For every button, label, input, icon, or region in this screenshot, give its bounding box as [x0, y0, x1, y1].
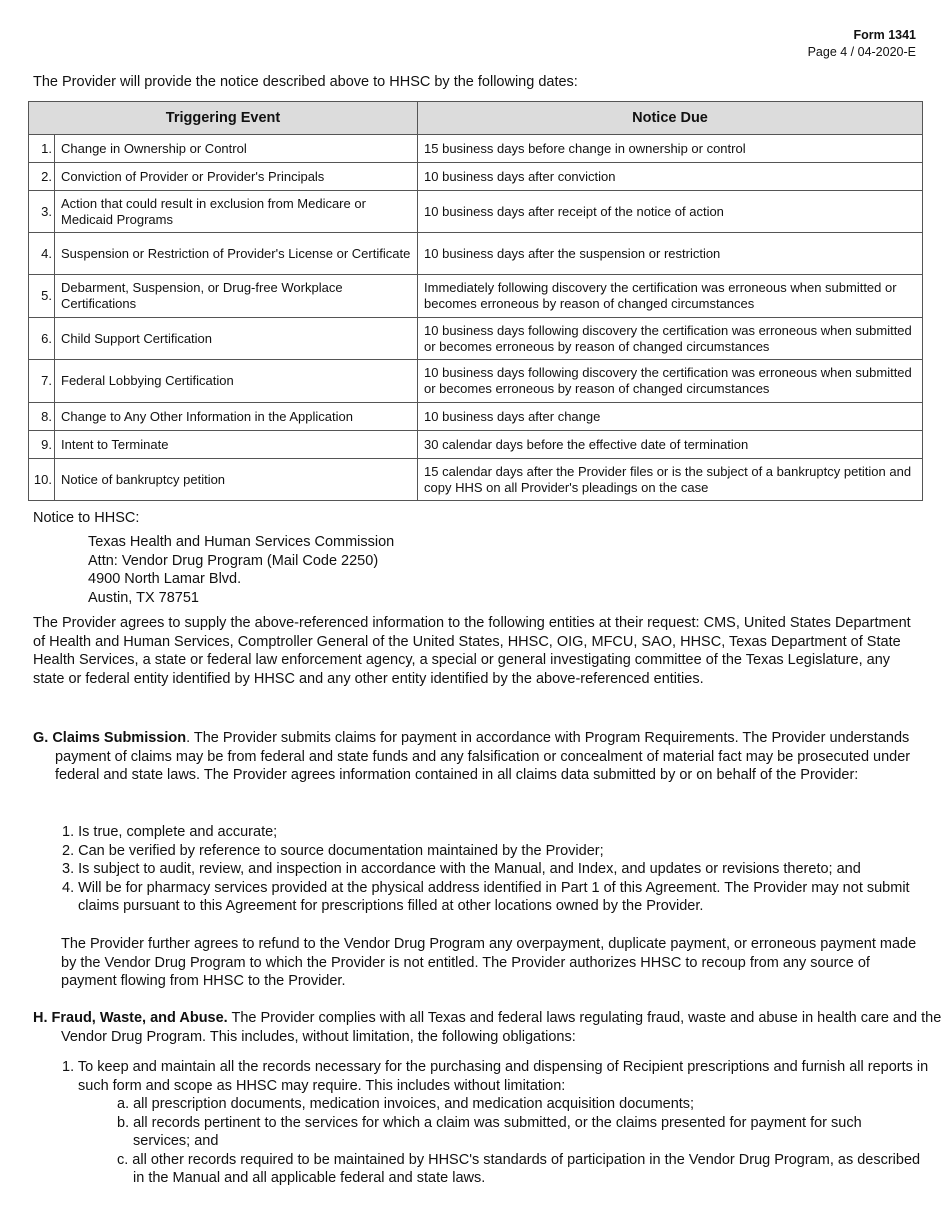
triggering-event: Notice of bankruptcy petition [55, 459, 418, 501]
triggering-event: Federal Lobbying Certification [55, 360, 418, 403]
list-item: 2. Can be verified by reference to source documentation maintained by the Provider; [62, 842, 604, 859]
section-g-list [62, 823, 922, 916]
form-number: Form 1341 [853, 28, 916, 42]
notice-due: 15 calendar days after the Provider files or is the subject of a bankruptcy petition and copy HHS on all Provider's pleadings on the case [418, 459, 923, 501]
address-line-2: Attn: Vendor Drug Program (Mail Code 2250) [88, 552, 379, 569]
table-row [29, 233, 923, 275]
triggering-event: Intent to Terminate [55, 431, 418, 459]
table-row [29, 360, 923, 403]
refund-paragraph: The Provider further agrees to refund to the Vendor Drug Program any overpayment, duplicate payment, or erroneous payment made by the Vendor Drug Program to which the Provider is not entitled. The Provider authorizes HHSC to recoup from any source of payment flowing from HHSC to the Provider. [61, 936, 917, 989]
intro-sentence: The Provider will provide the notice described above to HHSC by the following dates: [33, 74, 578, 90]
page-info: Page 4 / 04-2020-E [807, 45, 916, 59]
section-h-sublist [117, 1095, 922, 1188]
section-h-text: The Provider complies with all Texas and federal laws regulating fraud, waste and abuse in health care and the Vendor Drug Program. This includes, without limitation, the following obligations: [61, 1010, 942, 1045]
notice-due: 10 business days following discovery the certification was erroneous when submitted or becomes erroneous by reason of changed circumstances [418, 360, 923, 403]
notice-due: 15 business days before change in ownership or control [418, 135, 923, 163]
triggering-event: Conviction of Provider or Provider's Principals [55, 163, 418, 191]
row-number: 3. [29, 191, 55, 233]
notice-due: 10 business days after the suspension or restriction [418, 233, 923, 275]
section-g-text: . The Provider submits claims for payment in accordance with Program Requirements. The Provider understands payment of claims may be from federal and state funds and any falsification or concealment of material fact may be prosecuted under federal and state laws. The Provider agrees information contained in all claims data submitted by or on behalf of the Provider: [55, 730, 911, 783]
col-header-triggering-event: Triggering Event [29, 102, 418, 135]
section-g-paragraph [33, 729, 943, 785]
row-number: 8. [29, 403, 55, 431]
row-number: 7. [29, 360, 55, 403]
notice-to-label: Notice to HHSC: [33, 510, 140, 526]
triggering-event: Suspension or Restriction of Provider's License or Certificate [55, 233, 418, 275]
table-row [29, 191, 923, 233]
table-row [29, 459, 923, 501]
list-item: 3. Is subject to audit, review, and inspection in accordance with the Manual, and Index, and updates or revisions thereto; and [62, 861, 861, 877]
notice-due: 30 calendar days before the effective date of termination [418, 431, 923, 459]
list-item: 1. Is true, complete and accurate; [62, 824, 278, 840]
row-number: 10. [29, 459, 55, 501]
address-line-1: Texas Health and Human Services Commission [88, 534, 395, 550]
table-row [29, 403, 923, 431]
row-number: 6. [29, 318, 55, 360]
row-number: 1. [29, 135, 55, 163]
section-h-paragraph [33, 1009, 949, 1046]
triggering-event: Child Support Certification [55, 318, 418, 360]
table-row [29, 275, 923, 318]
notice-due: 10 business days following discovery the certification was erroneous when submitted or becomes erroneous by reason of changed circumstances [418, 318, 923, 360]
notice-due: 10 business days after receipt of the notice of action [418, 191, 923, 233]
agree-paragraph: The Provider agrees to supply the above-referenced information to the following entities at their request: CMS, United States Department of Health and Human Services, Comptroller General of the United States, HHSC, OIG, MFCU, SAO, HHSC, Texas Department of State Health Services, a state or federal law enforcement agency, a special or general investigating committee of the Texas Legislature, any state or federal entity identified by HHSC and any other entity identified by the above-referenced entities. [33, 615, 911, 687]
notice-due: 10 business days after change [418, 403, 923, 431]
list-item: b. all records pertinent to the services for which a claim was submitted, or the claims presented for payment for such services; and [117, 1114, 862, 1149]
triggering-event: Debarment, Suspension, or Drug-free Workplace Certifications [55, 275, 418, 318]
list-item: a. all prescription documents, medication invoices, and medication acquisition documents; [117, 1096, 695, 1112]
row-number: 9. [29, 431, 55, 459]
table-header-row [29, 102, 923, 135]
section-g-heading: G. Claims Submission [33, 730, 187, 746]
list-item: c. all other records required to be maintained by HHSC's standards of participation in the Vendor Drug Program, as described in the Manual and all applicable federal and state laws. [117, 1151, 921, 1186]
table-row [29, 318, 923, 360]
triggering-event: Change in Ownership or Control [55, 135, 418, 163]
triggering-event: Change to Any Other Information in the Application [55, 403, 418, 431]
address-line-3: 4900 North Lamar Blvd. [88, 571, 242, 587]
table-row [29, 431, 923, 459]
notice-table [28, 101, 923, 501]
notice-due: 10 business days after conviction [418, 163, 923, 191]
form-header [808, 27, 916, 61]
section-h-heading: H. Fraud, Waste, and Abuse. [33, 1010, 228, 1026]
row-number: 4. [29, 233, 55, 275]
row-number: 5. [29, 275, 55, 318]
triggering-event: Action that could result in exclusion from Medicare or Medicaid Programs [55, 191, 418, 233]
table-row [29, 135, 923, 163]
col-header-notice-due: Notice Due [418, 102, 923, 135]
notice-due: Immediately following discovery the certification was erroneous when submitted or becomes erroneous by reason of changed circumstances [418, 275, 923, 318]
list-item: 4. Will be for pharmacy services provided at the physical address identified in Part 1 of this Agreement. The Provider may not submit claims pursuant to this Agreement for prescriptions filled at other locations owned by the Provider. [62, 879, 910, 914]
section-h-item-1: 1. To keep and maintain all the records necessary for the purchasing and dispensing of Recipient prescriptions and furnish all reports in such form and scope as HHSC may require. This includes without limitation: [62, 1059, 929, 1094]
row-number: 2. [29, 163, 55, 191]
table-row [29, 163, 923, 191]
address-line-4: Austin, TX 78751 [88, 589, 199, 606]
hhsc-address [88, 533, 394, 607]
